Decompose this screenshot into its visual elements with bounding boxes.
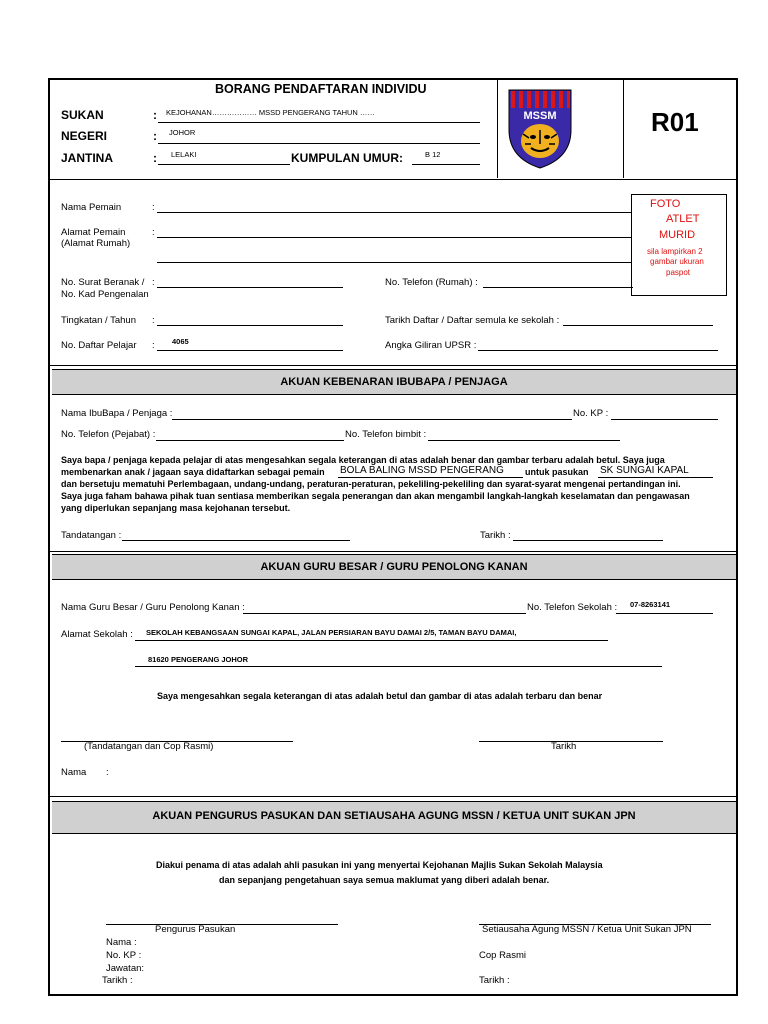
team-underline	[598, 477, 713, 478]
kumpulan-value[interactable]: B 12	[425, 150, 441, 159]
tingkatan-label: Tingkatan / Tahun	[61, 315, 136, 326]
headmaster-statement: Saya mengesahkan segala keterangan di atas adalah betul dan gambar di atas adalah terbaru dan benar	[157, 691, 603, 701]
headmaster-nama-label: Nama Guru Besar / Guru Penolong Kanan :	[61, 602, 245, 613]
manager-kp-label: No. KP :	[106, 950, 142, 961]
divider-headmaster-top	[49, 551, 737, 552]
jantina-label: JANTINA	[61, 151, 114, 165]
setiausaha-label: Setiausaha Agung MSSN / Ketua Unit Sukan JPN	[482, 924, 692, 935]
headmaster-tarikh-label: Tarikh	[551, 741, 577, 752]
negeri-label: NEGERI	[61, 129, 108, 143]
sukan-value[interactable]: KEJOHANAN……………… MSSD PENGERANG TAHUN ……	[166, 108, 375, 117]
jantina-underline	[158, 164, 290, 165]
parent-para5: yang diperlukan sepanjang masa kejohanan tersebut.	[61, 503, 291, 513]
headmaster-nama-bottom-label: Nama	[61, 767, 87, 778]
kumpulan-underline	[412, 164, 480, 165]
nama-pemain-field[interactable]	[157, 212, 632, 213]
photo-note1: sila lampirkan 2	[647, 247, 703, 256]
alamat-pemain-label: Alamat Pemain	[61, 227, 126, 238]
mssm-logo	[507, 88, 573, 175]
alamat-rumah-label: (Alamat Rumah)	[61, 238, 131, 249]
tingkatan-colon: :	[152, 315, 155, 326]
manager-band: AKUAN PENGURUS PASUKAN DAN SETIAUSAHA AGUNG MSSN / KETUA UNIT SUKAN JPN	[52, 801, 736, 834]
sport-underline	[338, 477, 523, 478]
cop-rasmi-label: Cop Rasmi	[479, 950, 526, 961]
headmaster-band: AKUAN GURU BESAR / GURU PENOLONG KANAN	[52, 554, 736, 580]
parent-para3: dan bersetuju mematuhi Perlembagaan, undang-undang, peraturan-peraturan, pekeliling-pekeliling dan syarat-syarat mengenai pertandingan ini.	[61, 479, 681, 489]
angka-giliran-field[interactable]	[478, 350, 718, 351]
parent-band: AKUAN KEBENARAN IBUBAPA / PENJAGA	[52, 369, 736, 395]
surat-beranak-field[interactable]	[157, 287, 343, 288]
nama-pemain-colon: :	[152, 202, 155, 213]
jantina-colon: :	[153, 151, 157, 165]
parent-nama-label: Nama IbuBapa / Penjaga :	[61, 408, 173, 419]
telefon-rumah-field[interactable]	[483, 287, 633, 288]
negeri-underline	[158, 143, 480, 144]
kad-pengenalan-label: No. Kad Pengenalan	[61, 289, 149, 300]
form-code: R01	[651, 107, 699, 137]
daftar-pelajar-label: No. Daftar Pelajar	[61, 340, 137, 351]
sukan-colon: :	[153, 108, 157, 122]
parent-nama-field[interactable]	[172, 419, 572, 420]
parent-para2a: membenarkan anak / jagaan saya didaftarkan sebagai pemain	[61, 467, 325, 477]
kumpulan-label: KUMPULAN UMUR:	[291, 151, 403, 165]
alamat-sekolah-label: Alamat Sekolah :	[61, 629, 133, 640]
form-title: BORANG PENDAFTARAN INDIVIDU	[215, 82, 427, 96]
alamat-sekolah-underline1	[135, 640, 608, 641]
headmaster-sign-label: (Tandatangan dan Cop Rasmi)	[84, 741, 214, 752]
parent-para2b: untuk pasukan	[525, 467, 589, 477]
alamat-sekolah-line2[interactable]: 81620 PENGERANG JOHOR	[148, 655, 249, 664]
alamat-colon: :	[152, 227, 155, 238]
tingkatan-field[interactable]	[157, 325, 343, 326]
parent-para1: Saya bapa / penjaga kepada pelajar di atas mengesahkan segala keterangan di atas adalah benar dan gambar terbaru adalah betul. Saya juga	[61, 455, 665, 465]
surat-beranak-label: No. Surat Beranak /	[61, 277, 145, 288]
alamat-field-1[interactable]	[157, 237, 632, 238]
alamat-sekolah-line1[interactable]: SEKOLAH KEBANGSAAN SUNGAI KAPAL, JALAN PERSIARAN BAYU DAMAI 2/5, TAMAN BAYU DAMAI,	[146, 628, 517, 637]
manager-jawatan-label: Jawatan:	[106, 963, 145, 974]
manager-nama-label: Nama :	[106, 937, 137, 948]
telefon-pejabat-field[interactable]	[156, 440, 344, 441]
parent-tandatangan-label: Tandatangan :	[61, 530, 122, 541]
tarikh-daftar-label: Tarikh Daftar / Daftar semula ke sekolah :	[385, 315, 560, 326]
telefon-rumah-label: No. Telefon (Rumah) :	[385, 277, 478, 288]
telefon-bimbit-field[interactable]	[428, 440, 620, 441]
headmaster-nama-bottom-colon: :	[106, 767, 109, 778]
angka-giliran-label: Angka Giliran UPSR :	[385, 340, 477, 351]
telefon-pejabat-label: No. Telefon (Pejabat) :	[61, 429, 156, 440]
sukan-underline	[158, 122, 480, 123]
header-divider-1	[497, 79, 498, 178]
headmaster-nama-field[interactable]	[243, 613, 526, 614]
photo-note3: paspot	[666, 268, 691, 277]
parent-tarikh-label: Tarikh :	[480, 530, 511, 541]
photo-line3: MURID	[659, 229, 696, 241]
daftar-colon: :	[152, 340, 155, 351]
parent-team-value[interactable]: SK SUNGAI KAPAL	[600, 465, 689, 476]
photo-note2: gambar ukuran	[650, 257, 704, 266]
tarikh-daftar-field[interactable]	[563, 325, 713, 326]
manager-tarikh-right-label: Tarikh :	[479, 975, 510, 986]
negeri-value[interactable]: JOHOR	[169, 128, 196, 137]
header-divider-2	[623, 79, 624, 178]
header-bottom-line	[49, 179, 737, 180]
daftar-pelajar-value[interactable]: 4065	[172, 337, 189, 346]
parent-tandatangan-field[interactable]	[122, 540, 350, 541]
photo-line2: ATLET	[666, 213, 700, 225]
sukan-label: SUKAN	[61, 108, 104, 122]
parent-kp-field[interactable]	[611, 419, 718, 420]
photo-line1: FOTO	[650, 198, 681, 210]
negeri-colon: :	[153, 129, 157, 143]
manager-statement2: dan sepanjang pengetahuan saya semua maklumat yang diberi adalah benar.	[219, 875, 550, 885]
parent-kp-label: No. KP :	[573, 408, 609, 419]
divider-parent-top	[49, 365, 737, 366]
divider-manager-top	[49, 796, 737, 797]
logo-text: MSSM	[523, 110, 557, 122]
alamat-field-2[interactable]	[157, 262, 632, 263]
parent-para4: Saya juga faham bahawa pihak tuan sentiasa memberikan segala penerangan dan akan mengambil langkah-langkah keselamatan dan pengawasan	[61, 491, 690, 501]
jantina-value[interactable]: LELAKI	[171, 150, 197, 159]
telefon-sekolah-value[interactable]: 07-8263141	[630, 600, 671, 609]
telefon-bimbit-label: No. Telefon bimbit :	[345, 429, 427, 440]
daftar-pelajar-field	[157, 350, 343, 351]
parent-tarikh-field[interactable]	[513, 540, 663, 541]
telefon-sekolah-field	[616, 613, 713, 614]
alamat-sekolah-underline2	[135, 666, 662, 667]
pengurus-label: Pengurus Pasukan	[155, 924, 236, 935]
manager-statement1: Diakui penama di atas adalah ahli pasukan ini yang menyertai Kejohanan Majlis Sukan Sekolah Malaysia	[156, 860, 603, 870]
nama-pemain-label: Nama Pemain	[61, 202, 122, 213]
parent-sport-value[interactable]: BOLA BALING MSSD PENGERANG	[340, 465, 504, 476]
surat-colon: :	[152, 277, 155, 288]
telefon-sekolah-label: No. Telefon Sekolah :	[527, 602, 618, 613]
manager-tarikh-label: Tarikh :	[102, 975, 133, 986]
